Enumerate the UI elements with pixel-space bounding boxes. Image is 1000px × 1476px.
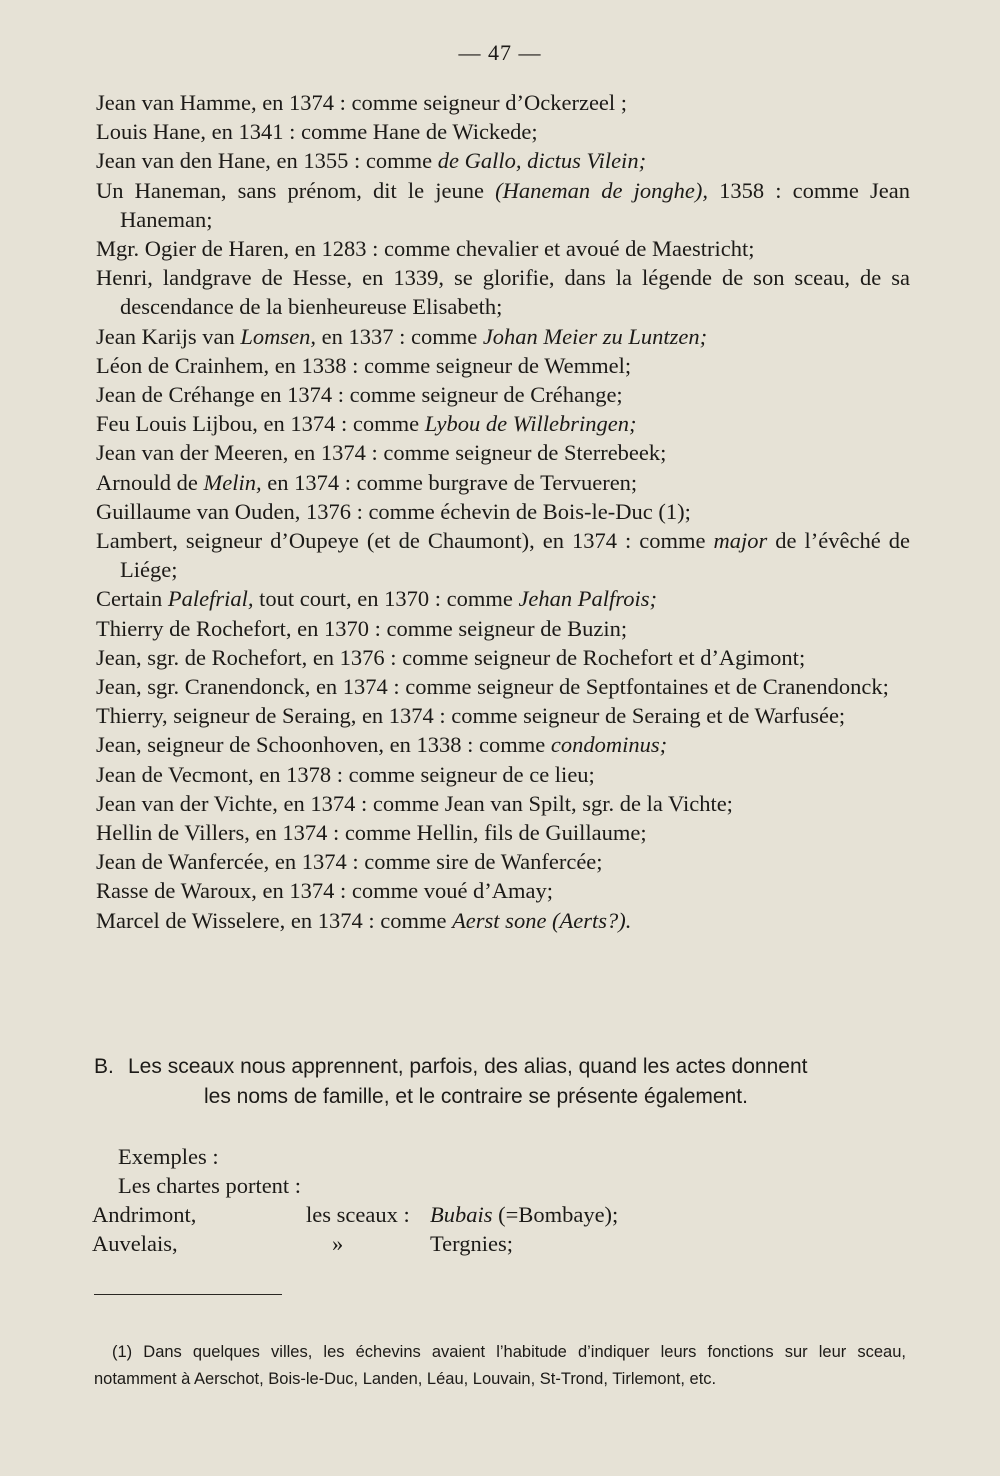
- example-label: les sceaux :: [306, 1202, 410, 1227]
- examples: [92, 1142, 912, 1258]
- entry: [96, 380, 910, 409]
- entry-italic: Aerst sone (Aerts?).: [452, 907, 632, 933]
- entry-italic: de Gallo, dictus Vilein;: [437, 148, 647, 174]
- entry: [96, 117, 910, 146]
- entry: [96, 847, 910, 876]
- example-sceau: [430, 1200, 618, 1229]
- entry: [96, 351, 910, 380]
- entry-italic: (Haneman de jonghe),: [495, 177, 708, 203]
- entry-text: Un Haneman, sans prénom, dit le jeune: [96, 177, 496, 203]
- section-b: [94, 1052, 910, 1112]
- entry-italic: condominus;: [550, 732, 668, 758]
- entry-text: en 1374 : comme burgrave de Tervueren;: [261, 469, 638, 495]
- entry: [96, 263, 910, 321]
- section-marker: B.: [94, 1055, 114, 1078]
- entry-text: Marcel de Wisselere, en 1374 : comme: [96, 907, 453, 933]
- examples-subheading: Les chartes portent :: [118, 1173, 302, 1198]
- entry: [96, 584, 910, 613]
- entry-text: Jean de Créhange en 1374 : comme seigneur de Créhange;: [96, 382, 623, 408]
- entry: [96, 438, 910, 467]
- entry: [96, 760, 910, 789]
- entry-italic: major: [713, 528, 768, 554]
- ditto-mark: »: [332, 1231, 344, 1256]
- entry-text: Jean van den Hane, en 1355 : comme: [96, 148, 438, 174]
- entry: [96, 497, 910, 526]
- entry-italic: Lybou de Willebringen;: [424, 411, 637, 437]
- example-sceau-name: Bubais: [430, 1202, 493, 1227]
- entry-text: Louis Hane, en 1341 : comme Hane de Wickede;: [96, 119, 538, 145]
- section-b-line1: Les sceaux nous apprennent, parfois, des alias, quand les actes donnent: [128, 1055, 808, 1078]
- example-charte: Andrimont,: [92, 1202, 197, 1227]
- section-b-line2: les noms de famille, et le contraire se présente également.: [204, 1085, 748, 1108]
- entry-text: Rasse de Waroux, en 1374 : comme voué d’Amay;: [96, 878, 554, 904]
- entry-text: Thierry de Rochefort, en 1370 : comme seigneur de Buzin;: [96, 615, 628, 641]
- entry-italic: Lomsen,: [240, 323, 316, 349]
- entry-text: Jean van Hamme, en 1374 : comme seigneur d’Ockerzeel ;: [96, 90, 628, 115]
- entry: [96, 526, 910, 584]
- entry-text: Jean, seigneur de Schoonhoven, en 1338 : comme: [96, 732, 551, 758]
- entry-text: Certain: [96, 586, 168, 612]
- entry-text: Jean van der Vichte, en 1374 : comme Jean van Spilt, sgr. de la Vichte;: [96, 790, 733, 816]
- entry-text: en 1337 : comme: [315, 323, 483, 349]
- entry-text: Henri, landgrave de Hesse, en 1339, se glorifie, dans la légende de son sceau, de sa descendance de la bienheureuse Elisabeth;: [96, 265, 910, 320]
- entry-text: Arnould de: [96, 469, 204, 495]
- examples-heading: Exemples :: [118, 1144, 219, 1169]
- entry-text: tout court, en 1370 : comme: [253, 586, 519, 612]
- entry: [96, 818, 910, 847]
- entry-text: 1358 : comme Jean Haneman;: [120, 177, 910, 232]
- entry: [96, 409, 910, 438]
- entry: [96, 234, 910, 263]
- section-b-text: [94, 1052, 910, 1112]
- entry-text: Jean de Wanfercée, en 1374 : comme sire de Wanfercée;: [96, 849, 603, 875]
- entry-italic: Jehan Palfrois;: [518, 586, 657, 612]
- entry: [96, 906, 910, 935]
- example-row: [92, 1200, 912, 1229]
- entry-text: Jean, sgr. de Rochefort, en 1376 : comme seigneur de Rochefort et d’Agimont;: [96, 644, 806, 670]
- entry-list: [96, 88, 910, 935]
- entry-italic: Melin,: [203, 469, 262, 495]
- example-row: [92, 1229, 912, 1258]
- entry: [96, 701, 910, 730]
- page-number: — 47 —: [458, 40, 542, 65]
- entry-text: Guillaume van Ouden, 1376 : comme échevin de Bois-le-Duc (1);: [96, 498, 691, 524]
- entry-text: Jean Karijs van: [96, 323, 241, 349]
- entry: [96, 146, 910, 175]
- example-sceau: Tergnies;: [430, 1231, 513, 1256]
- footnote: (1) Dans quelques villes, les échevins avaient l’habitude d’indiquer leurs fonctions sur leur sceau, notamment à Aerschot, Bois-le-Duc, Landen, Léau, Louvain, St-Trond, Tirlemont, etc.: [94, 1342, 906, 1388]
- entry: [96, 672, 910, 701]
- entry-text: Jean van der Meeren, en 1374 : comme seigneur de Sterrebeek;: [96, 440, 667, 466]
- entry: [96, 322, 910, 351]
- entry: [96, 730, 910, 759]
- entry: [96, 88, 910, 117]
- entry-text: Jean, sgr. Cranendonck, en 1374 : comme seigneur de Septfontaines et de Cranendonck;: [96, 674, 889, 700]
- entry: [96, 176, 910, 234]
- entry: [96, 643, 910, 672]
- entry-text: Mgr. Ogier de Haren, en 1283 : comme chevalier et avoué de Maestricht;: [96, 236, 755, 262]
- entry: [96, 614, 910, 643]
- entry-text: de l’évêché de Liége;: [120, 528, 910, 583]
- example-charte: Auvelais,: [92, 1231, 178, 1256]
- entry: [96, 468, 910, 497]
- entry-italic: Palefrial,: [167, 586, 254, 612]
- entry-text: Hellin de Villers, en 1374 : comme Hellin, fils de Guillaume;: [96, 820, 647, 846]
- entry-text: Feu Louis Lijbou, en 1374 : comme: [96, 411, 425, 437]
- entry-text: Léon de Crainhem, en 1338 : comme seigneur de Wemmel;: [96, 352, 632, 378]
- entry-italic: Johan Meier zu Luntzen;: [482, 323, 708, 349]
- entry-text: Lambert, seigneur d’Oupeye (et de Chaumont), en 1374 : comme: [96, 528, 714, 554]
- footnote-rule: [94, 1294, 282, 1295]
- entry-text: Jean de Vecmont, en 1378 : comme seigneur de ce lieu;: [96, 761, 595, 787]
- entry-text: Thierry, seigneur de Seraing, en 1374 : comme seigneur de Seraing et de Warfusée;: [96, 703, 846, 729]
- entry: [96, 789, 910, 818]
- entry: [96, 876, 910, 905]
- example-sceau-rest: (=Bombaye);: [492, 1202, 619, 1227]
